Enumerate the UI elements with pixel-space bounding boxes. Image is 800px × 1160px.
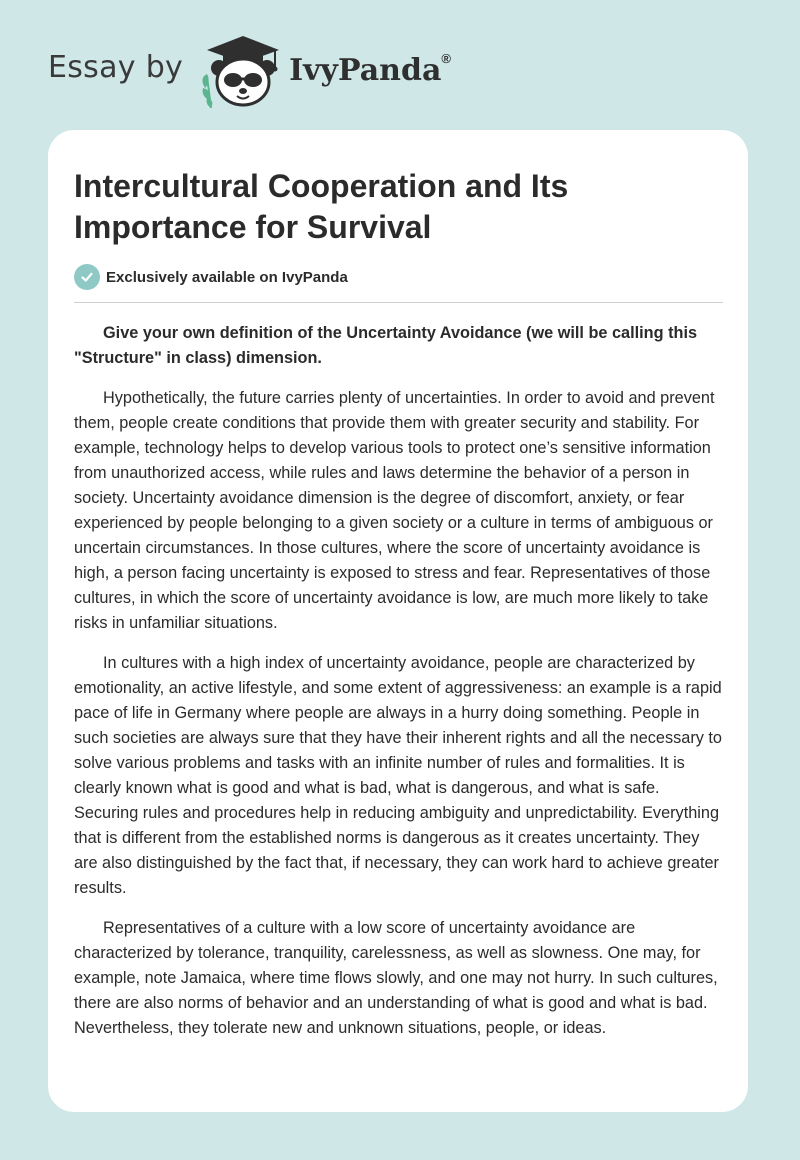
exclusive-label: Exclusively available on IvyPanda: [106, 268, 348, 286]
essay-body: [74, 321, 726, 1056]
page-title: Intercultural Cooperation and Its Importance for Survival: [74, 168, 569, 245]
essay-card: [48, 130, 748, 1112]
site-header: [48, 30, 451, 110]
panda-graduate-logo-icon[interactable]: [197, 30, 283, 110]
exclusive-badge: [74, 264, 348, 290]
divider: [74, 302, 723, 303]
essay-paragraph: Representatives of a culture with a low score of uncertainty avoidance are characterized by tolerance, tranquility, carelessness, as well as slowness. One may, for example, note Jamaica, where time flows slowly, and one may not hurry. In such cultures, there are also norms of behavior and an understanding of what is good and what is bad. Nevertheless, they tolerate new and unknown situations, people, or ideas.: [74, 919, 718, 1037]
brand-name[interactable]: IvyPanda®: [289, 50, 452, 88]
essay-paragraph: In cultures with a high index of uncertainty avoidance, people are characterized by emotionality, an active lifestyle, and some extent of aggressiveness: an example is a rapid pace of life in Germany where people are always in a hurry doing something. People in such societies are always sure that they have their inherent rights and all the necessary to solve various problems and tasks with an infinite number of rules and formalities. It is clearly known what is good and what is bad, what is dangerous, and what is safe. Securing rules and procedures help in reducing ambiguity and unpredictability. Everything that is different from the established norms is dangerous as it creates uncertainty. They are also distinguished by the fact that, if necessary, they can work hard to achieve greater results.: [74, 654, 722, 897]
essay-paragraph: Hypothetically, the future carries plenty of uncertainties. In order to avoid and prevent them, people create conditions that provide them with greater security and stability. For example, technology helps to develop various tools to protect one’s sensitive information from unauthorized access, while rules and laws determine the behavior of a person in society. Uncertainty avoidance dimension is the degree of discomfort, anxiety, or fear experienced by people belonging to a given society or a culture in terms of ambiguous or uncertain circumstances. In those cultures, where the score of uncertainty avoidance is high, a person facing uncertainty is exposed to stress and fear. Representatives of those cultures, in which the score of uncertainty avoidance is low, are much more likely to take risks in unfamiliar situations.: [74, 389, 715, 632]
essay-by-label: Essay by: [48, 49, 184, 85]
essay-question: Give your own definition of the Uncertainty Avoidance (we will be calling this "Structure" in class) dimension.: [74, 324, 698, 367]
check-circle-icon: [74, 264, 100, 290]
registered-mark: ®: [441, 50, 452, 66]
